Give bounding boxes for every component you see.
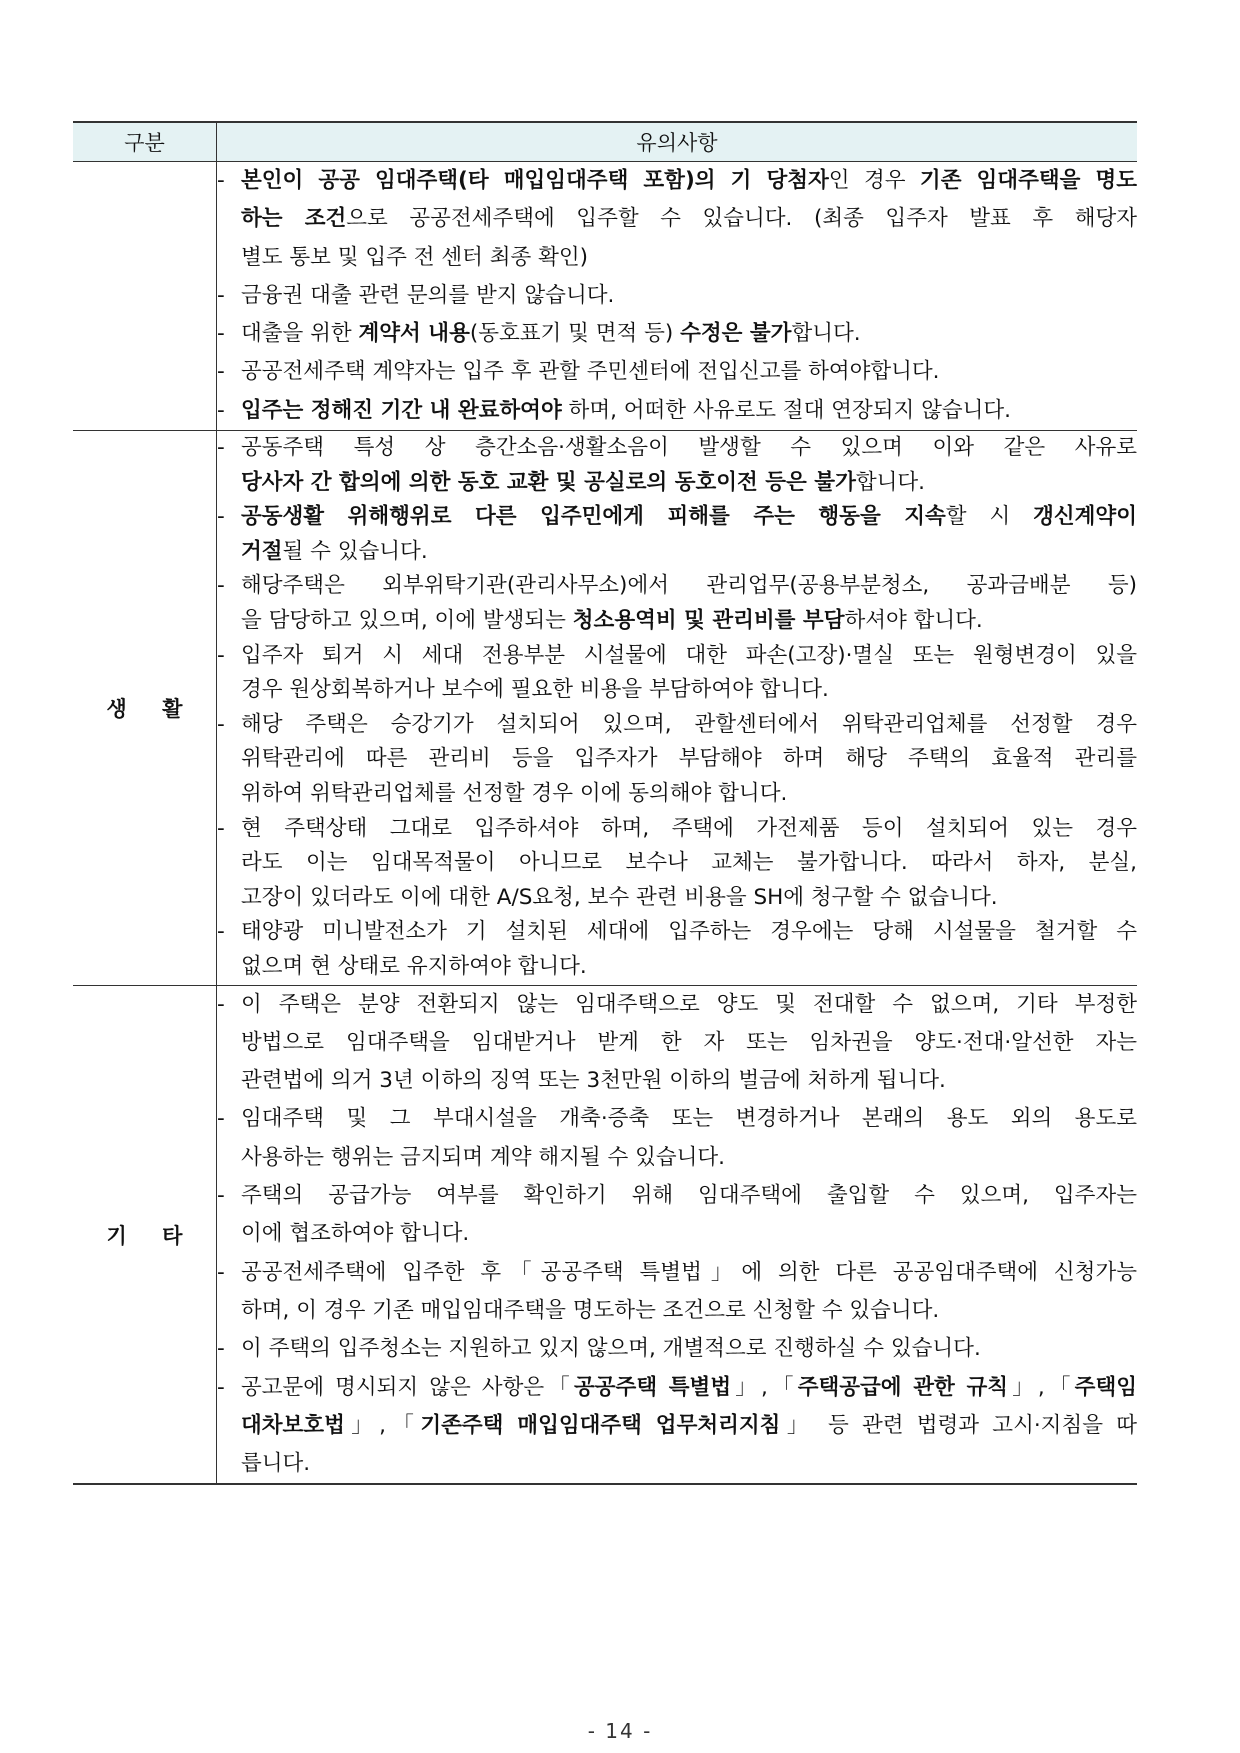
notice-line — [241, 915, 1137, 950]
bold-text: 공동생활 위해행위로 다른 입주민에게 피해를 주는 행동을 지속 — [241, 504, 946, 530]
text: 고장이 있더라도 이에 대한 A/S요청, 보수 관련 비용을 SH에 청구할 수 없습니다. — [241, 884, 998, 910]
notice-line — [241, 353, 1137, 391]
text: 합니다. — [855, 469, 926, 495]
bullet-dash: - — [217, 1336, 225, 1362]
bullet-dash: - — [217, 435, 225, 461]
text: 금융권 대출 관련 문의를 받지 않습니다. — [241, 282, 615, 308]
notice-line — [241, 239, 1137, 277]
text: 릅니다. — [241, 1451, 311, 1477]
notice-line — [241, 742, 1137, 777]
text: 」,「 — [1008, 1374, 1075, 1400]
notice-table — [73, 121, 1137, 1485]
notice-line — [241, 200, 1137, 238]
notice-line — [241, 673, 1137, 708]
text: 별도 통보 및 입주 전 센터 최종 확인) — [241, 244, 588, 270]
bullet-dash: - — [217, 815, 225, 841]
text: 관련법에 의거 3년 이하의 징역 또는 3천만원 이하의 벌금에 처하게 됩니다. — [241, 1068, 946, 1094]
notice-line — [241, 1100, 1137, 1138]
text: 라도 이는 임대목적물이 아니므로 보수나 교체는 불가합니다. 따라서 하자, 분실, — [241, 850, 1137, 876]
table-header-row — [73, 122, 1137, 162]
bold-text: 계약서 내용 — [358, 321, 470, 347]
text: 할 시 — [945, 504, 1034, 530]
notice-line — [241, 1024, 1137, 1062]
notice-item — [217, 708, 1137, 812]
bullet-dash: - — [217, 321, 225, 347]
bullet-dash: - — [217, 504, 225, 530]
bold-text: 공공주택 특별법 — [574, 1374, 732, 1400]
notice-line — [241, 1445, 1137, 1483]
notice-item — [217, 986, 1137, 1101]
notice-line — [241, 986, 1137, 1024]
section-category — [73, 985, 217, 1484]
notice-item — [217, 639, 1137, 708]
text: 현 주택상태 그대로 입주하셔야 하며, 주택에 가전제품 등이 설치되어 있는 경우 — [241, 815, 1137, 841]
bullet-dash: - — [217, 711, 225, 737]
bold-text: 본인이 공공 임대주택(타 매입임대주택 포함)의 기 당첨자 — [241, 168, 829, 193]
notice-line — [241, 812, 1137, 847]
bold-text: 갱신계약이 — [1033, 504, 1137, 530]
text: 방법으로 임대주택을 임대받거나 받게 한 자 또는 임차권을 양도·전대·알선한 자는 — [241, 1029, 1137, 1055]
text: 이 주택은 분양 전환되지 않는 임대주택으로 양도 및 전대할 수 없으며, 기타 부정한 — [241, 991, 1137, 1017]
section-row — [73, 431, 1137, 986]
notice-item — [217, 812, 1137, 916]
notice-item — [217, 1369, 1137, 1484]
bullet-dash: - — [217, 642, 225, 668]
text: 경우 원상회복하거나 보수에 필요한 비용을 부담하여야 합니다. — [241, 677, 829, 703]
bullet-dash: - — [217, 573, 225, 599]
bold-text: 기존 임대주택을 명도 — [919, 168, 1137, 193]
notice-line — [241, 315, 1137, 353]
section-category — [73, 162, 217, 431]
text: 이 주택의 입주청소는 지원하고 있지 않으며, 개별적으로 진행하실 수 있습니다. — [241, 1336, 981, 1362]
bold-text: 주택공급에 관한 규칙 — [797, 1374, 1009, 1400]
bold-text: 대차보호법 — [241, 1412, 345, 1438]
section-category-label: 기 타 — [106, 1223, 197, 1248]
bullet-dash: - — [217, 168, 225, 193]
header-notes: 유의사항 — [217, 122, 1138, 162]
notice-line — [241, 277, 1137, 315]
bold-text: 거절 — [241, 538, 283, 564]
header-category: 구분 — [73, 122, 217, 162]
text: 해당주택은 외부위탁기관(관리사무소)에서 관리업무(공용부분청소, 공과금배분 등) — [241, 573, 1137, 599]
notice-item — [217, 277, 1137, 315]
notice-item — [217, 1177, 1137, 1254]
bullet-dash: - — [217, 282, 225, 308]
bullet-dash: - — [217, 919, 225, 945]
bullet-dash: - — [217, 359, 225, 385]
text: 대출을 위한 — [241, 321, 359, 347]
text: 입주자 퇴거 시 세대 전용부분 시설물에 대한 파손(고장)·멸실 또는 원형변경이 있을 — [241, 642, 1137, 668]
bullet-dash: - — [217, 1106, 225, 1132]
text: 」,「 — [731, 1374, 798, 1400]
text: 사용하는 행위는 금지되며 계약 해지될 수 있습니다. — [241, 1144, 725, 1170]
text: 공고문에 명시되지 않은 사항은「 — [241, 1374, 575, 1400]
text: (동호표기 및 면적 등) — [469, 321, 681, 347]
notice-item — [217, 162, 1137, 277]
text: 주택의 공급가능 여부를 확인하기 위해 임대주택에 출입할 수 있으며, 입주자는 — [241, 1183, 1137, 1209]
text: 을 담당하고 있으며, 이에 발생되는 — [241, 608, 573, 634]
bold-text: 수정은 불가 — [680, 321, 792, 347]
section-notes — [217, 162, 1138, 431]
text: 공공전세주택 계약자는 입주 후 관할 주민센터에 전입신고를 하여야합니다. — [241, 359, 940, 385]
notice-item — [217, 315, 1137, 353]
notice-line — [241, 1254, 1137, 1292]
text: 위하여 위탁관리업체를 선정할 경우 이에 동의해야 합니다. — [241, 781, 788, 807]
notice-item — [217, 1100, 1137, 1177]
notice-item — [217, 392, 1137, 430]
text: 태양광 미니발전소가 기 설치된 세대에 입주하는 경우에는 당해 시설물을 철거할 수 — [241, 919, 1137, 945]
notice-line — [241, 846, 1137, 881]
text: 위탁관리에 따른 관리비 등을 입주자가 부담해야 하며 해당 주택의 효율적 관리를 — [241, 746, 1137, 772]
notice-line — [241, 1139, 1137, 1177]
section-category-label: 생 활 — [106, 696, 197, 721]
text: 공동주택 특성 상 층간소음·생활소음이 발생할 수 있으며 이와 같은 사유로 — [241, 435, 1137, 461]
bold-text: 청소용역비 및 관리비를 부담 — [572, 608, 845, 634]
notice-line — [241, 1062, 1137, 1100]
notice-line — [241, 1330, 1137, 1368]
bold-text: 하는 조건 — [241, 206, 347, 232]
notice-line — [241, 1369, 1137, 1407]
notice-item — [217, 569, 1137, 638]
notice-line — [241, 1292, 1137, 1330]
notice-line — [241, 1177, 1137, 1215]
text: 해당 주택은 승강기가 설치되어 있으며, 관할센터에서 위탁관리업체를 선정할 경우 — [241, 711, 1137, 737]
text: 으로 공공전세주택에 입주할 수 있습니다. (최종 입주자 발표 후 해당자 — [346, 206, 1138, 232]
text: 임대주택 및 그 부대시설을 개축·증축 또는 변경하거나 본래의 용도 외의 용도로 — [241, 1106, 1137, 1132]
notice-line — [241, 708, 1137, 743]
text: 공공전세주택에 입주한 후「공공주택 특별법」에 의한 다른 공공임대주택에 신청가능 — [241, 1259, 1137, 1285]
notice-item — [217, 915, 1137, 984]
notice-item — [217, 431, 1137, 500]
bold-text: 당사자 간 합의에 의한 동호 교환 및 공실로의 동호이전 등은 불가 — [241, 469, 856, 495]
notice-line — [241, 1407, 1137, 1445]
bold-text: 기존주택 매입임대주택 업무처리지침 — [420, 1412, 781, 1438]
notice-line — [241, 466, 1137, 501]
text: 」,「 — [344, 1412, 421, 1438]
notice-line — [241, 392, 1137, 430]
text: 없으며 현 상태로 유지하여야 합니다. — [241, 953, 587, 979]
bullet-dash: - — [217, 397, 225, 423]
notice-item — [217, 1330, 1137, 1368]
notice-line — [241, 881, 1137, 916]
notice-line — [241, 162, 1137, 200]
bullet-dash: - — [217, 991, 225, 1017]
section-row — [73, 162, 1137, 431]
section-notes — [217, 985, 1138, 1484]
section-category — [73, 431, 217, 986]
page-number: - 14 - — [587, 1719, 653, 1743]
notice-line — [241, 639, 1137, 674]
notice-item — [217, 1254, 1137, 1331]
text: 」 등 관련 법령과 고시·지침을 따 — [780, 1412, 1137, 1438]
notice-line — [241, 777, 1137, 812]
notice-line — [241, 535, 1137, 570]
text: 이에 협조하여야 합니다. — [241, 1221, 470, 1247]
notice-item — [217, 500, 1137, 569]
text: 될 수 있습니다. — [282, 538, 428, 564]
bold-text: 주택임 — [1074, 1374, 1137, 1400]
notice-line — [241, 569, 1137, 604]
text: 하며, 어떠한 사유로도 절대 연장되지 않습니다. — [561, 397, 1012, 423]
notice-line — [241, 950, 1137, 985]
bullet-dash: - — [217, 1259, 225, 1285]
bullet-dash: - — [217, 1374, 225, 1400]
text: 합니다. — [791, 321, 861, 347]
notice-line — [241, 1215, 1137, 1253]
section-notes — [217, 431, 1138, 986]
text: 하셔야 합니다. — [844, 608, 983, 634]
notice-line — [241, 604, 1137, 639]
bullet-dash: - — [217, 1183, 225, 1209]
notice-item — [217, 353, 1137, 391]
text: 하며, 이 경우 기존 매입임대주택을 명도하는 조건으로 신청할 수 있습니다. — [241, 1297, 940, 1323]
notice-line — [241, 431, 1137, 466]
text: 인 경우 — [828, 168, 920, 193]
section-row — [73, 985, 1137, 1484]
bold-text: 입주는 정해진 기간 내 완료하여야 — [241, 397, 562, 423]
notice-line — [241, 500, 1137, 535]
